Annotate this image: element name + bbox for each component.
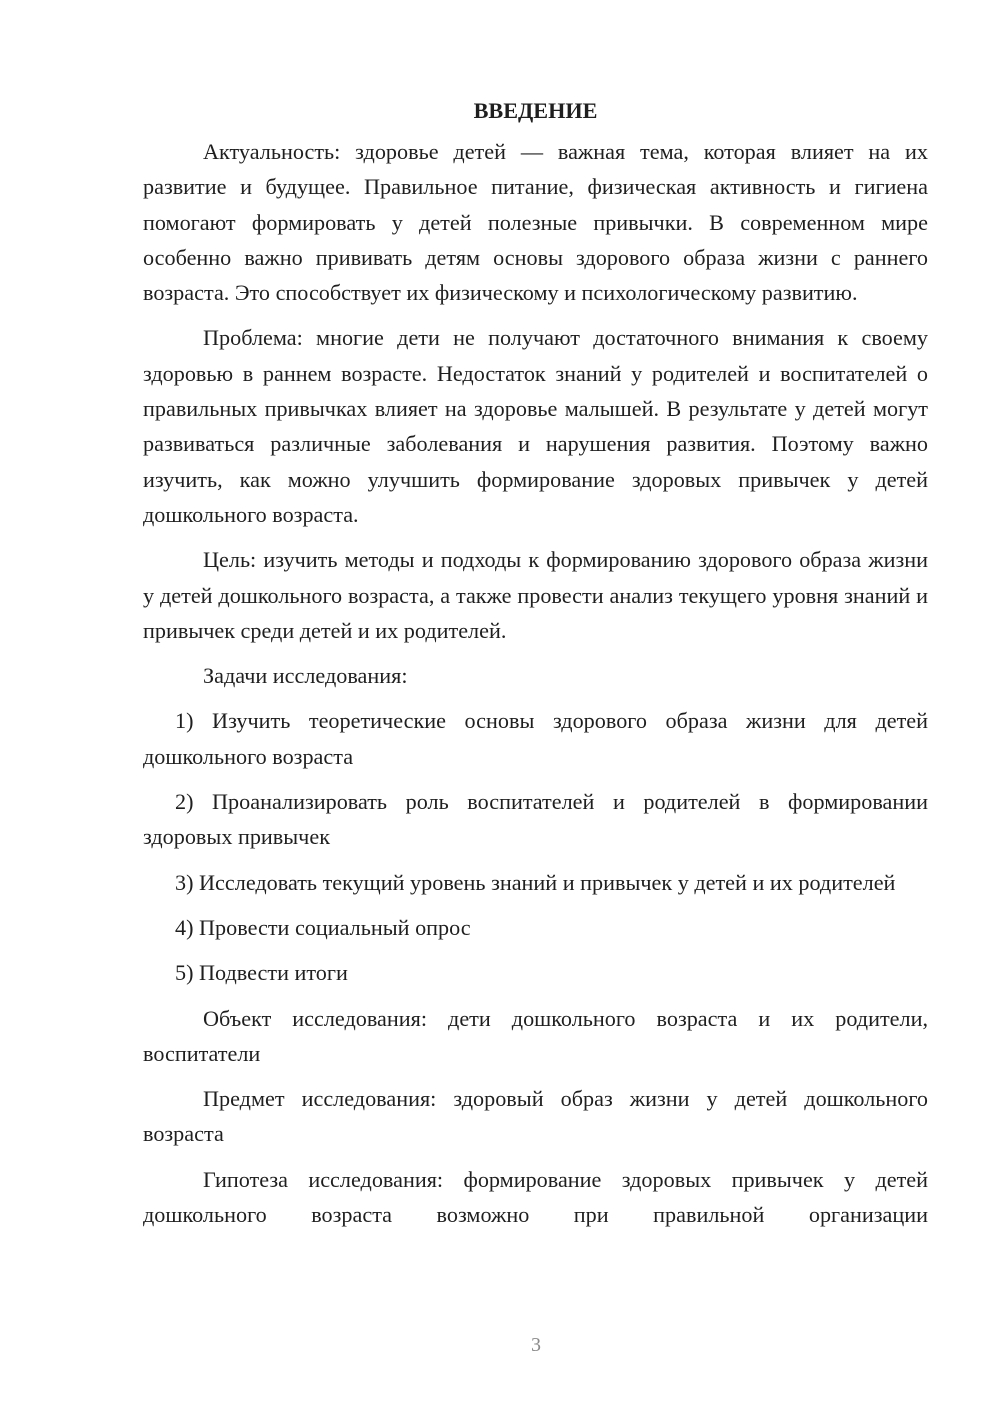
task-item-5: 5) Подвести итоги (175, 960, 348, 986)
paragraph-goal: Цель: изучить методы и подходы к формированию здорового образа жизни у детей дошкольного возраста, а также провести анализ текущего уровня знаний и привычек среди детей и их родителей. (143, 547, 928, 643)
paragraph-problem: Проблема: многие дети не получают достаточного внимания к своему здоровью в раннем возрасте. Недостаток знаний у родителей и воспитателей о правильных привычках влияет на здоровье малышей. В результате у детей могут развиваться различные заболевания и нарушения развития. Поэтому важно изучить, как можно улучшить формирование здоровых привычек у детей дошкольного возраста. (143, 325, 928, 527)
page-title: ВВЕДЕНИЕ (473, 98, 598, 123)
task-item-1: 1) Изучить теоретические основы здорового образа жизни для детей дошкольного возраста (143, 708, 928, 769)
task-item-4: 4) Провести социальный опрос (175, 914, 471, 940)
paragraph-relevance: Актуальность: здоровье детей — важная тема, которая влияет на их развитие и будущее. Правильное питание, физическая активность и гигиена помогают формировать у детей полезные привычки. В современном мире особенно важно прививать детям основы здорового образа жизни с раннего возраста. Это способствует их физическому и психологическому развитию. (143, 139, 928, 306)
paragraph-tasks-heading: Задачи исследования: (203, 663, 408, 689)
task-item-3: 3) Исследовать текущий уровень знаний и привычек у детей и их родителей (175, 869, 896, 895)
paragraph-object: Объект исследования: дети дошкольного возраста и их родители, воспитатели (143, 1005, 928, 1066)
task-item-2: 2) Проанализировать роль воспитателей и родителей в формировании здоровых привычек (143, 789, 928, 850)
page-number: 3 (531, 1334, 541, 1356)
paragraph-hypothesis: Гипотеза исследования: формирование здоровых привычек у детей дошкольного возраста возможно при правильной организации (143, 1166, 928, 1228)
paragraph-subject: Предмет исследования: здоровый образ жизни у детей дошкольного возраста (143, 1086, 928, 1147)
document-body (143, 96, 928, 1242)
